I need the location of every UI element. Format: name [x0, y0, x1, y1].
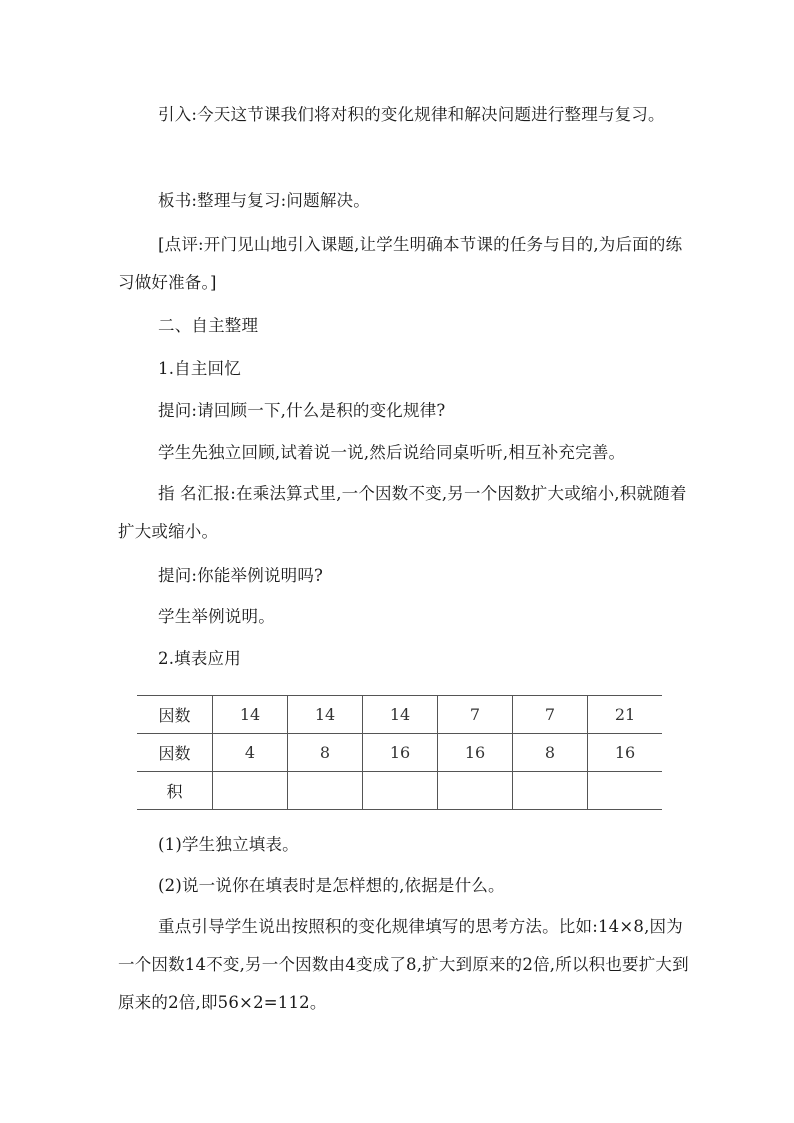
table-cell-empty [438, 772, 513, 810]
comment-paragraph: [点评:开门见山地引入课题,让学生明确本节课的任务与目的,为后面的练习做好准备。] [118, 235, 683, 292]
table-cell: 16 [363, 734, 438, 772]
table-cell: 16 [438, 734, 513, 772]
table-cell-empty [513, 772, 588, 810]
table-cell: 7 [513, 696, 588, 734]
item1-heading: 1.自主回忆 [158, 359, 241, 378]
table-cell-empty [288, 772, 363, 810]
table-cell: 21 [588, 696, 663, 734]
table-cell-empty [363, 772, 438, 810]
guide-paragraph: 重点引导学生说出按照积的变化规律填写的思考方法。比如:14×8,因为一个因数14不变,另一个因数由4变成了8,扩大到原来的2倍,所以积也要扩大到原来的2倍,即56×2=112。 [118, 917, 689, 1012]
table-cell: 16 [588, 734, 663, 772]
table-cell: 4 [213, 734, 288, 772]
table-cell: 14 [213, 696, 288, 734]
row-header: 因数 [137, 734, 213, 772]
item2-heading: 2.填表应用 [158, 649, 241, 668]
row-header: 因数 [137, 696, 213, 734]
section-heading: 二、自主整理 [158, 316, 259, 335]
question1-paragraph: 提问:请回顾一下,什么是积的变化规律? [158, 401, 446, 420]
student2-paragraph: 学生举例说明。 [158, 607, 275, 626]
fill-in-table [137, 695, 662, 810]
table-cell: 14 [363, 696, 438, 734]
table-cell: 8 [513, 734, 588, 772]
step2-paragraph: (2)说一说你在填表时是怎样想的,依据是什么。 [158, 876, 505, 895]
table-row [137, 734, 662, 772]
question2-paragraph: 提问:你能举例说明吗? [158, 566, 324, 585]
table-row [137, 772, 662, 810]
table-cell: 14 [288, 696, 363, 734]
report-paragraph: 指 名汇报:在乘法算式里,一个因数不变,另一个因数扩大或缩小,积就随着扩大或缩小。 [118, 484, 687, 541]
table-cell-empty [213, 772, 288, 810]
table-cell: 7 [438, 696, 513, 734]
intro-paragraph: 引入:今天这节课我们将对积的变化规律和解决问题进行整理与复习。 [158, 105, 665, 124]
table-cell-empty [588, 772, 663, 810]
board-paragraph: 板书:整理与复习:问题解决。 [158, 191, 370, 210]
step1-paragraph: (1)学生独立填表。 [158, 835, 299, 854]
student1-paragraph: 学生先独立回顾,试着说一说,然后说给同桌听听,相互补充完善。 [158, 443, 626, 462]
table-cell: 8 [288, 734, 363, 772]
row-header: 积 [137, 772, 213, 810]
table-row [137, 696, 662, 734]
